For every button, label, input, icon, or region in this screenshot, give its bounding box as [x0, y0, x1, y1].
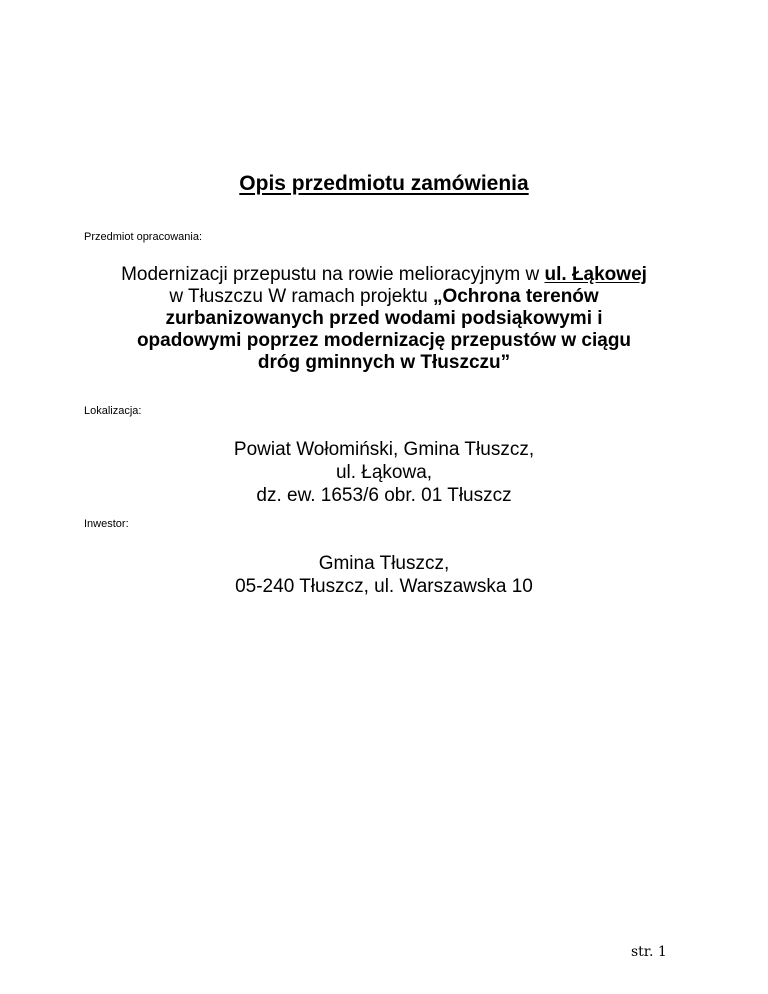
project-name-line-3: opadowymi poprzez modernizację przepustów w ciągu	[136, 330, 632, 351]
location-label: Lokalizacja:	[84, 405, 142, 417]
subject-street: ul. Łąkowej	[544, 264, 647, 285]
subject-line-1	[60, 264, 708, 286]
location-line-3: dz. ew. 1653/6 obr. 01 Tłuszcz	[256, 485, 512, 506]
subject-line-2	[60, 286, 708, 308]
project-name-line-2: zurbanizowanych przed wodami podsiąkowymi i	[165, 308, 603, 329]
subject-description	[60, 264, 708, 374]
investor-block	[0, 552, 768, 598]
investor-label: Inwestor:	[84, 518, 129, 530]
location-block	[0, 438, 768, 507]
page-number: str. 1	[631, 944, 667, 960]
project-name-line-1: „Ochrona terenów	[432, 286, 599, 307]
investor-line-2: 05-240 Tłuszcz, ul. Warszawska 10	[235, 576, 533, 597]
subject-text-part2: w Tłuszczu W ramach projektu	[169, 286, 433, 307]
project-name-line-4: dróg gminnych w Tłuszczu”	[257, 352, 511, 373]
subject-label: Przedmiot opracowania:	[84, 231, 203, 243]
location-line-1: Powiat Wołomiński, Gmina Tłuszcz,	[233, 439, 535, 460]
subject-text-part1: Modernizacji przepustu na rowie melioracyjnym w	[121, 264, 545, 285]
location-line-2: ul. Łąkowa,	[335, 462, 433, 483]
investor-line-1: Gmina Tłuszcz,	[318, 553, 450, 574]
document-title: Opis przedmiotu zamówienia	[239, 172, 529, 195]
